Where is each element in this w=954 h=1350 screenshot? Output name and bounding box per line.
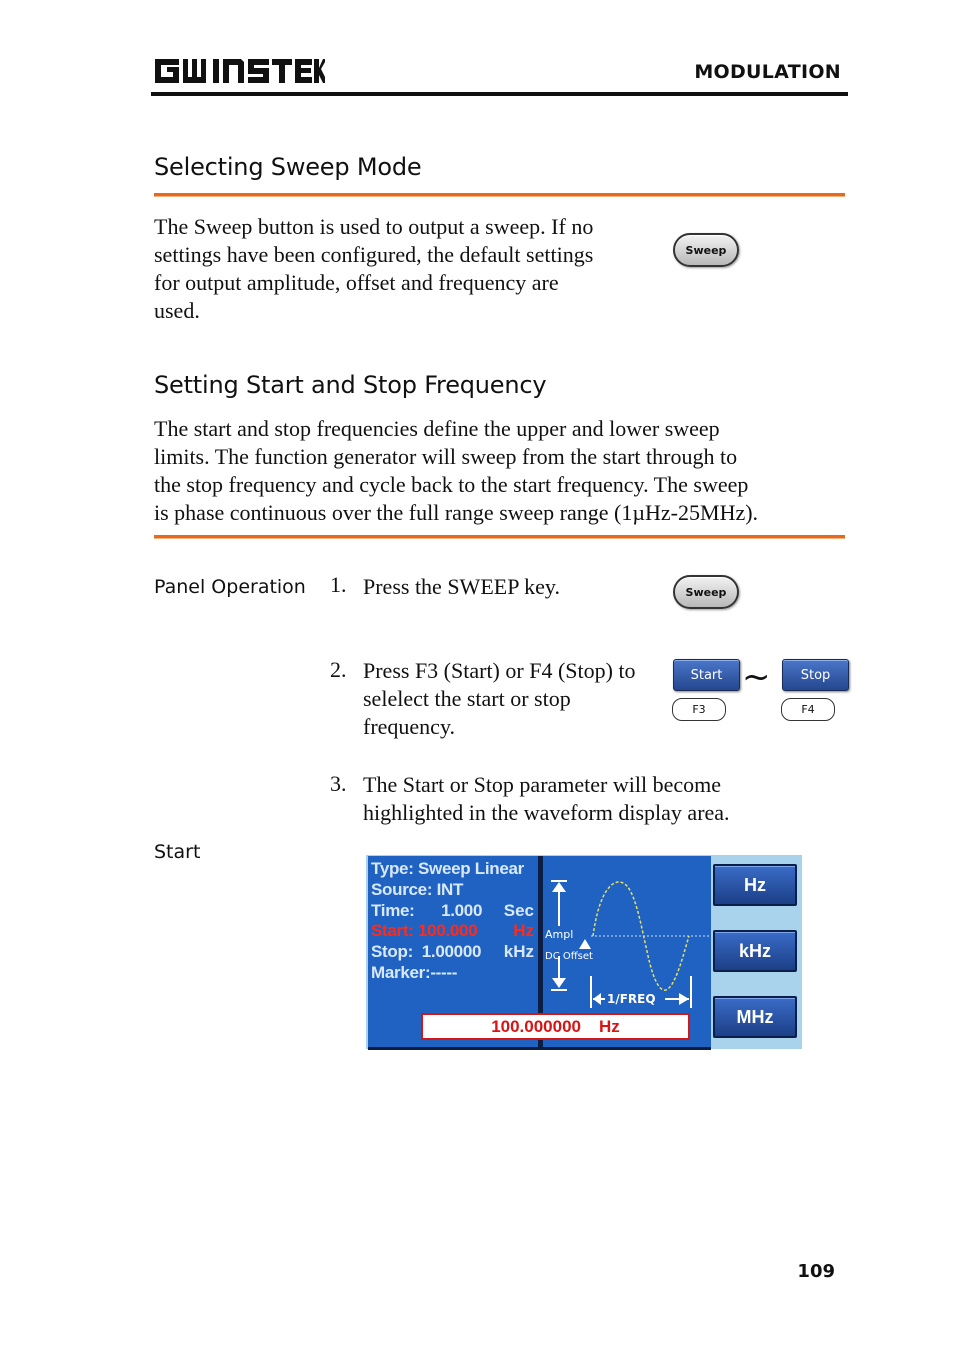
text-line: used. — [154, 298, 200, 323]
text-line: the stop frequency and cycle back to the start frequency. The sweep — [154, 472, 749, 497]
param-stop-unit: kHz — [503, 942, 534, 961]
text-line: highlighted in the waveform display area. — [363, 800, 730, 825]
param-time: Time: 1.000 — [371, 901, 483, 920]
text-line: selelect the start or stop — [363, 686, 571, 711]
frequency-entry-field[interactable] — [421, 1013, 690, 1040]
f4-key[interactable]: F4 — [781, 698, 835, 721]
text-line: Press F3 (Start) or F4 (Stop) to — [363, 658, 636, 683]
text-line: The start and stop frequencies define the upper and lower sweep — [154, 416, 720, 441]
section-divider — [154, 193, 845, 196]
step-3-text — [363, 771, 843, 827]
entry-value: 100.000000 — [491, 1016, 582, 1036]
freq-label: 1/FREQ — [607, 992, 656, 1006]
param-source: Source: INT — [371, 880, 464, 899]
gw-instek-logo — [153, 56, 325, 86]
param-start-unit: Hz — [513, 921, 534, 940]
step-2-text — [363, 657, 668, 741]
param-start-highlighted: Start: 100.000 — [371, 921, 478, 940]
dc-offset-label: DC Offset — [545, 951, 593, 962]
text-line: The Sweep button is used to output a sweep. If no — [154, 214, 594, 239]
section-divider — [154, 535, 845, 538]
f3-key[interactable]: F3 — [672, 698, 726, 721]
param-stop: Stop: 1.00000 — [371, 942, 482, 961]
or-separator: ~ — [742, 657, 771, 697]
sweep-button[interactable]: Sweep — [673, 233, 739, 267]
section-title-selecting-sweep-mode: Selecting Sweep Mode — [154, 153, 422, 181]
param-type: Type: Sweep Linear — [371, 859, 524, 878]
hz-unit-key[interactable]: Hz — [713, 864, 797, 906]
text-line: for output amplitude, offset and frequency are — [154, 270, 559, 295]
page-number: 109 — [797, 1261, 835, 1282]
text-line: limits. The function generator will sweep from the start through to — [154, 444, 738, 469]
step-number: 1. — [330, 572, 347, 597]
step-1-text: Press the SWEEP key. — [363, 574, 560, 599]
param-time-unit: Sec — [503, 901, 534, 920]
header-divider — [151, 92, 848, 96]
entry-unit: Hz — [599, 1016, 620, 1036]
start-label: Start — [154, 841, 201, 863]
param-marker: Marker:----- — [371, 963, 458, 982]
khz-unit-key[interactable]: kHz — [713, 930, 797, 972]
sweep-mode-description — [154, 213, 674, 325]
step-number: 2. — [330, 657, 347, 682]
section-header-label: MODULATION — [694, 61, 841, 83]
text-line: settings have been configured, the default settings — [154, 242, 594, 267]
stop-softkey[interactable]: Stop — [782, 659, 849, 691]
start-stop-description — [154, 415, 854, 527]
ampl-label: Ampl — [545, 928, 574, 941]
start-softkey[interactable]: Start — [673, 659, 740, 691]
text-line: frequency. — [363, 714, 456, 739]
text-line: is phase continuous over the full range sweep range (1µHz-25MHz). — [154, 500, 759, 525]
section-title-start-stop-frequency: Setting Start and Stop Frequency — [154, 371, 547, 399]
sweep-key-button[interactable]: Sweep — [673, 575, 739, 609]
step-number: 3. — [330, 771, 347, 796]
text-line: The Start or Stop parameter will become — [363, 772, 721, 797]
mhz-unit-key[interactable]: MHz — [713, 996, 797, 1038]
panel-operation-label: Panel Operation — [154, 576, 306, 598]
